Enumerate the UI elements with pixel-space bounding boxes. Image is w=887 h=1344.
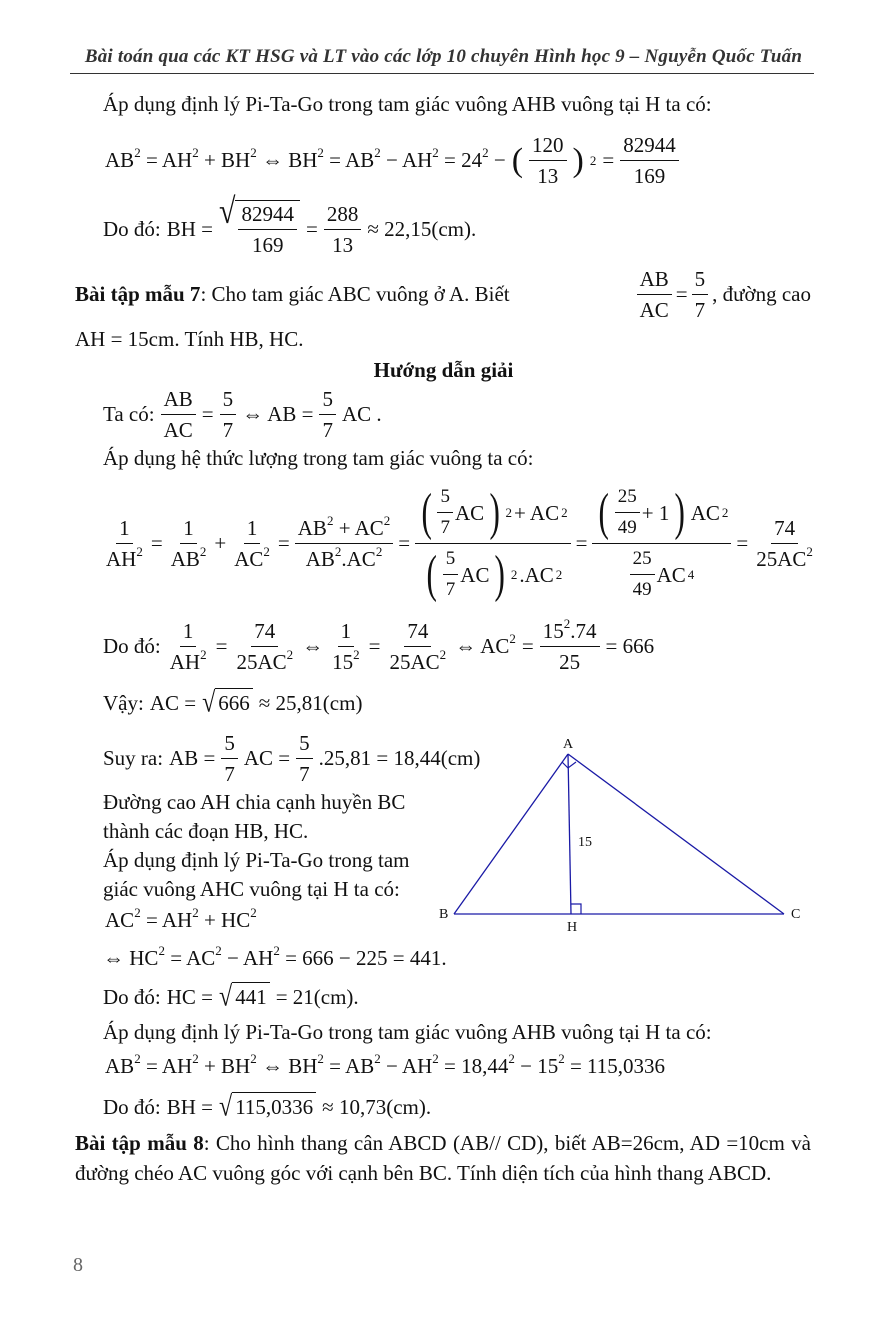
label-h: H [567, 920, 578, 935]
equation-ac-squared: Do đó: $\frac{1}{AH^2}$ = $\frac{74}{25AC^2}$ ⇔ $\frac{1}{15^2}$ = $\frac{74}{25AC^2}$ ⇔ $AC^2$ = $\frac{15^2.74}{25}$ = 666 [103, 616, 655, 674]
equation-hc-squared: ⇔ $HC^2 = AC^2 - AH^2 = 666 - 225 = 441$. [103, 943, 447, 970]
big-equation: $\frac{1}{AH^2}$ = $\frac{1}{AB^2}$ + $\frac{1}{AC^2}$ = $\frac{AB^2 + AC^2}{AB^2.AC^2}$ = ( $\frac{5}{7}$ AC ) 2 + AC 2 ( $\frac{5}{7}$ AC ) 2 .AC 2 = ( $\frac{25}{49}$ + 1 ) AC 2 $\frac{25}{49}$ AC 4 = $\frac{74}{25AC^2}$ [106, 483, 813, 603]
exercise-7-statement: Bài tập mẫu 7: Cho tam giác ABC vuông ở A. Biết $\frac{AB}{AC}$ = $\frac{5}{7}$ , đường cao [75, 267, 811, 322]
label-b: B [439, 907, 449, 922]
equation-ac2-sum: $AC^2 = AH^2 + HC^2$ [105, 905, 257, 932]
exercise-7-line2: AH = 15cm. Tính HB, HC. [75, 327, 304, 351]
label-ah-length: 15 [578, 835, 592, 850]
pythagoras-ahb-intro: Áp dụng định lý Pi-Ta-Go trong tam giác vuông AHB vuông tại H ta có: [103, 1020, 712, 1044]
ah-explanation: Đường cao AH chia cạnh huyền BC thành các đoạn HB, HC. Áp dụng định lý Pi-Ta-Go trong tam giác vuông AHC vuông tại H ta có: [103, 790, 410, 901]
solution-title: Hướng dẫn giải [373, 358, 514, 382]
ratio-step: Ta có: $\frac{AB}{AC}$ = $\frac{5}{7}$ ⇔ AB = $\frac{5}{7}$ AC . [103, 387, 382, 442]
page-header: Bài toán qua các KT HSG và LT vào các lớp 10 chuyên Hình học 9 – Nguyễn Quốc Tuấn [84, 46, 803, 67]
equation-bh-value: Do đó: BH = √ $\frac{82944}{169}$ = $\frac{288}{13}$ ≈ 22,15(cm). [103, 191, 477, 257]
equation-hc-value: Do đó: HC = √ 441 = 21(cm). [103, 981, 359, 1013]
equation-ac-value: Vậy: AC = √ 666 ≈ 25,81(cm) [103, 687, 363, 719]
page-number: 8 [73, 1254, 83, 1276]
side-ab [454, 754, 568, 914]
he-thuc-intro: Áp dụng hệ thức lượng trong tam giác vuông ta có: [103, 446, 534, 470]
pythagoras-intro: Áp dụng định lý Pi-Ta-Go trong tam giác vuông AHB vuông tại H ta có: [103, 92, 712, 116]
altitude-ah [568, 754, 571, 914]
equation-bh-final: Do đó: BH = √ 115,0336 ≈ 10,73(cm). [103, 1091, 432, 1123]
header-rule [70, 73, 814, 74]
right-angle-h [571, 904, 581, 914]
equation-bh2-numeric: $AB^2 = AH^2 + BH^2$ ⇔ $BH^2 = AB^2 - AH^2 = 18,44^2 - 15^2 = 115,0336$ [105, 1051, 666, 1078]
right-angle-a [562, 762, 576, 768]
label-c: C [791, 907, 801, 922]
label-a: A [563, 737, 574, 752]
side-ac [568, 754, 784, 914]
equation-bh-squared: $AB^2 = AH^2 + BH^2$ ⇔ $BH^2 = AB^2 - AH^2 = 24^2$ − ( $\frac{120}{13}$ ) 2 = $\frac{82944}{169}$ [105, 132, 679, 189]
equation-ab-value: Suy ra: AB = $\frac{5}{7}$ AC = $\frac{5}{7}$ .25,81 = 18,44(cm) [103, 731, 481, 786]
triangle-figure [430, 730, 810, 940]
exercise-8-statement: Bài tập mẫu 8: Cho hình thang cân ABCD (AB// CD), biết AB=26cm, AD =10cm và đường chéo AC vuông góc với cạnh bên BC. Tính diện tích của hình thang ABCD. [75, 1131, 811, 1185]
